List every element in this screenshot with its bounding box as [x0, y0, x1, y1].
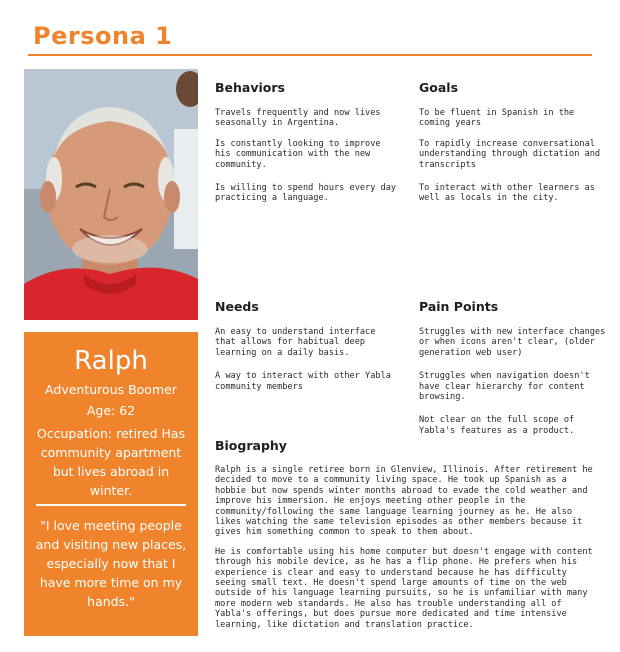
behaviors-heading: Behaviors — [215, 80, 285, 95]
goals-list — [419, 108, 604, 214]
title-divider — [28, 54, 592, 56]
goal-item: To rapidly increase conversational understanding through dictation and transcripts — [419, 138, 601, 170]
behavior-item: Travels frequently and now lives seasonally in Argentina. — [215, 108, 381, 129]
persona-portrait-illustration — [24, 69, 198, 320]
needs-heading: Needs — [215, 299, 259, 314]
behavior-item: Is constantly looking to improve his communication with the new community. — [215, 138, 381, 170]
pain-points-heading: Pain Points — [419, 299, 499, 314]
pain-points-list — [419, 327, 606, 446]
page-title: Persona 1 — [33, 22, 173, 50]
needs-list — [215, 327, 400, 402]
biography-text — [215, 465, 595, 639]
persona-profile-card — [24, 332, 198, 636]
need-item: A way to interact with other Yabla community members — [215, 371, 391, 392]
profile-divider — [36, 504, 186, 506]
goal-item: To interact with other learners as well as locals in the city. — [419, 183, 595, 204]
behaviors-list — [215, 108, 400, 214]
biography-heading: Biography — [215, 438, 287, 453]
pain-point-item: Not clear on the full scope of Yabla's features as a product. — [419, 415, 575, 436]
goals-heading: Goals — [419, 80, 459, 95]
persona-quote: "I love meeting people and visiting new places, especially now that I have more time on my hands." — [35, 518, 187, 609]
persona-occupation: Occupation: retired Has community apartment but lives abroad in winter. — [36, 426, 186, 498]
persona-name: Ralph — [74, 346, 148, 376]
biography-paragraph: He is comfortable using his home computer but doesn't engage with content through his mobile device, as he has a flip phone. He prefers when his experience is clear and easy to understand because he has difficulty seeing small text. He doesn't spend large amounts of time on the web outside of his language learning pursuits, so he is unfamiliar with many more modern web standards. He also has trouble understanding all of Yabla's offerings, but does pursue more dedicated and time intensive learning, like dictation and translation practice. — [215, 546, 593, 630]
biography-paragraph: Ralph is a single retiree born in Glenview, Illinois. After retirement he decided to move to a community living space. He took up Spanish as a hobbie but now spends winter months abroad to evade the cold weather and improve his immersion. He enjoys meeting other people in the community/following the same language learning journey as he. He also likes watching the same television episodes as other members because it gives him something common to speak to them about. — [215, 465, 593, 538]
behavior-item: Is willing to spend hours every day practicing a language. — [215, 183, 397, 204]
persona-type: Adventurous Boomer — [45, 382, 177, 397]
persona-age: Age: 62 — [86, 403, 136, 418]
pain-point-item: Struggles with new interface changes or when icons aren't clear, (older generation web user) — [419, 327, 606, 358]
persona-photo — [24, 69, 198, 320]
pain-point-item: Struggles when navigation doesn't have clear hierarchy for content browsing. — [419, 371, 590, 403]
need-item: An easy to understand interface that allows for habitual deep learning on a daily basis. — [215, 327, 376, 358]
goal-item: To be fluent in Spanish in the coming years — [419, 108, 575, 129]
